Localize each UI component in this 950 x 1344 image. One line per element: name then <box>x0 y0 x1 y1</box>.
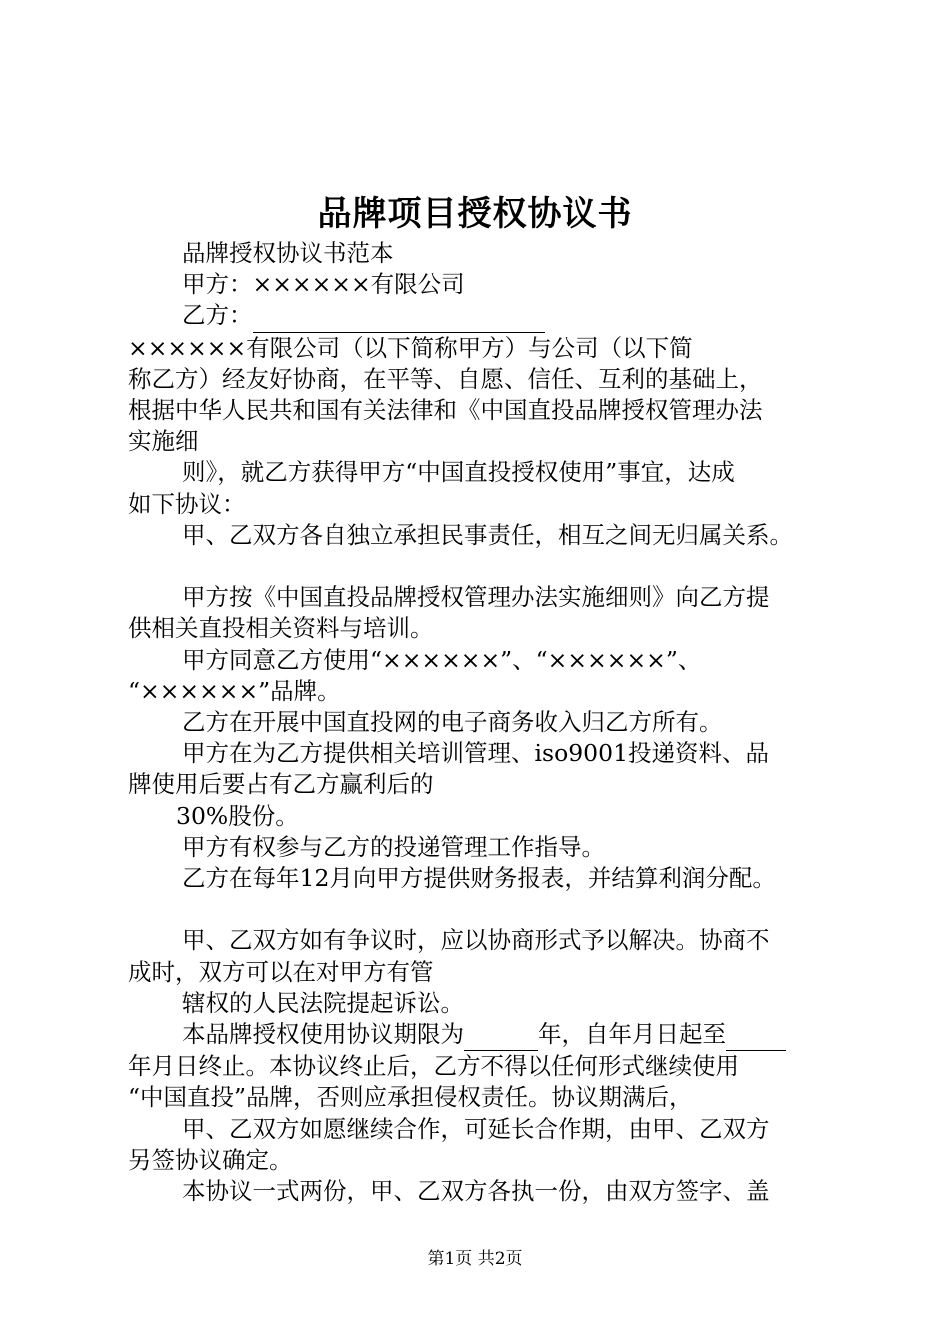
text-line: 实施细 <box>128 427 199 456</box>
text-line: 甲方同意乙方使用“××××××”、“××××××”、 <box>182 645 702 674</box>
text-line: 根据中华人民共和国有关法律和《中国直投品牌授权管理办法 <box>128 396 763 425</box>
text-line: 乙方在每年12月向甲方提供财务报表，并结算利润分配。 <box>182 864 776 893</box>
text-line: 甲、乙双方如有争议时，应以协商形式予以解决。协商不 <box>182 926 770 955</box>
text-line: “中国直投”品牌，否则应承担侵权责任。协议期满后， <box>128 1083 693 1112</box>
text-line: 30%股份。 <box>176 801 299 830</box>
text-line: 供相关直投相关资料与培训。 <box>128 614 434 643</box>
party-b-line <box>128 300 838 332</box>
text-line: 甲、乙双方各自独立承担民事责任，相互之间无归属关系。 <box>182 520 793 549</box>
text-line: 甲方在为乙方提供相关培训管理、iso9001投递资料、品 <box>182 739 770 768</box>
document-title: 品牌项目授权协议书 <box>317 194 633 234</box>
text-line: 如下协议： <box>128 489 246 518</box>
term-years-blank <box>464 1019 538 1051</box>
page-number: 第1页 共2页 <box>427 1249 523 1269</box>
blank-line <box>128 894 838 925</box>
text-line: 本协议一式两份，甲、乙双方各执一份，由双方签字、盖 <box>182 1177 770 1206</box>
text-line: 则》，就乙方获得甲方“中国直投授权使用”事宜，达成 <box>182 458 735 487</box>
text-line: 甲方：××××××有限公司 <box>182 270 465 299</box>
text-line: 乙方： <box>182 301 253 330</box>
text-line: ××××××有限公司（以下简称甲方）与公司（以下简 <box>128 333 693 362</box>
text-line: 年，自年月日起至 <box>538 1020 726 1049</box>
text-line: 本品牌授权使用协议期限为 <box>182 1020 464 1049</box>
text-line: 年月日终止。本协议终止后，乙方不得以任何形式继续使用 <box>128 1052 739 1081</box>
blank-line <box>128 551 838 582</box>
text-line: 牌使用后要占有乙方赢利后的 <box>128 770 434 799</box>
text-line: 成时，双方可以在对甲方有管 <box>128 957 434 986</box>
party-b-blank <box>253 300 545 332</box>
text-line: 辖权的人民法院提起诉讼。 <box>182 988 464 1017</box>
text-line: 另签协议确定。 <box>128 1145 293 1174</box>
text-line: “××××××”品牌。 <box>128 676 341 705</box>
text-line: 品牌授权协议书范本 <box>182 239 394 267</box>
term-line <box>128 1019 838 1051</box>
text-line: 甲、乙双方如愿继续合作，可延长合作期，由甲、乙双方 <box>182 1114 770 1143</box>
text-line: 甲方按《中国直投品牌授权管理办法实施细则》向乙方提 <box>182 583 770 612</box>
term-end-blank <box>726 1019 786 1051</box>
text-line: 乙方在开展中国直投网的电子商务收入归乙方所有。 <box>182 708 723 737</box>
text-line: 称乙方）经友好协商，在平等、自愿、信任、互利的基础上， <box>128 364 763 393</box>
document-body <box>128 238 838 1207</box>
text-line: 甲方有权参与乙方的投递管理工作指导。 <box>182 832 605 861</box>
